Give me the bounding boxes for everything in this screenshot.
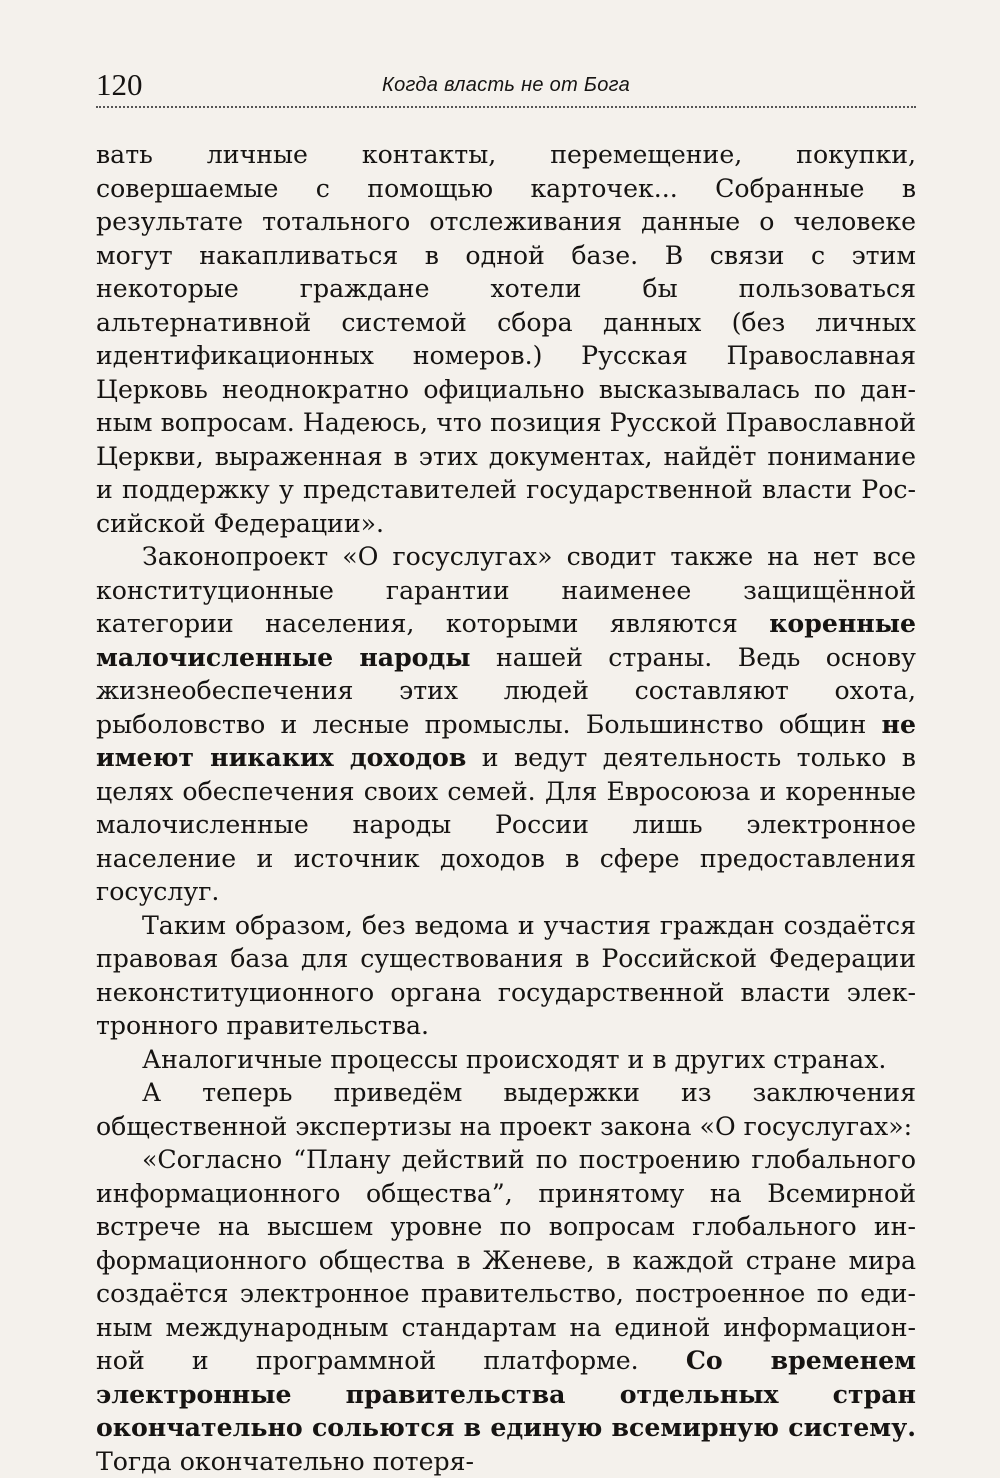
text-run: Таким образом, без ведома и участия граждан создаётся правовая база для существования в Российской Федерации неконституционного органа государственной власти электронного правительства. — [96, 910, 916, 1040]
paragraph — [96, 909, 916, 1043]
body-text — [96, 138, 916, 1478]
paragraph — [96, 1076, 916, 1143]
text-run: Аналогичные процессы происходят и в других странах. — [142, 1044, 887, 1074]
paragraph — [96, 540, 916, 909]
paragraph — [96, 138, 916, 540]
bold-text: Со временем электронные правительства отдельных стран окончательно сольются в единую всемирную систему. — [96, 1345, 916, 1442]
text-run: А теперь приведём выдержки из заключения общественной экспертизы на проект закона «О госуслугах»: — [96, 1078, 916, 1141]
paragraph — [96, 1143, 916, 1478]
text-run: вать личные контакты, перемещение, покупки, совершаемые с помощью карточек... Собранные в результате тотального отслеживания данные о человеке могут накапливаться в одной базе. В связи с этим некоторые граждане хотели бы пользоваться альтернативной системой сбора данных (без личных идентификационных номеров.) Русская Православная Церковь неоднократно официально высказывалась по данным вопросам. Надеюсь, что позиция Русской Православной Церкви, выраженная в этих документах, найдёт понимание и поддержку у представителей государственной власти Российской Федерации». — [96, 140, 916, 538]
running-header — [96, 66, 916, 108]
bold-text: коренные малочисленные народы — [96, 608, 916, 672]
paragraph — [96, 1043, 916, 1077]
text-run: и ведут деятельность только в целях обеспечения своих семей. Для Евросоюза и коренные малочисленные народы России лишь электронное население и источник доходов в сфере предоставления госуслуг. — [96, 743, 916, 906]
running-title: Когда власть не от Бога — [381, 74, 631, 96]
text-run: Законопроект «О госуслугах» сводит также на нет все конституционные гарантии наименее защищённой категории населения, которыми являются — [96, 542, 916, 638]
page-number: 120 — [96, 67, 143, 102]
bold-text: не имеют никаких доходов — [96, 708, 916, 772]
text-run: «Согласно “Плану действий по построению глобального информационного общества”, принятому на Всемирной встрече на высшем уровне по вопросам глобального информационного общества в Женеве, в каждой стране мира создаётся электронное правительство, построенное по единым международным стандартам на единой информационной и программной платформе. — [96, 1145, 916, 1375]
text-run: нашей страны. Ведь основу жизнеобеспечения этих людей составляют охота, рыболовство и лесные промыслы. Большинство общин — [96, 642, 916, 739]
text-run: Тогда окончательно потеря- — [96, 1446, 475, 1476]
